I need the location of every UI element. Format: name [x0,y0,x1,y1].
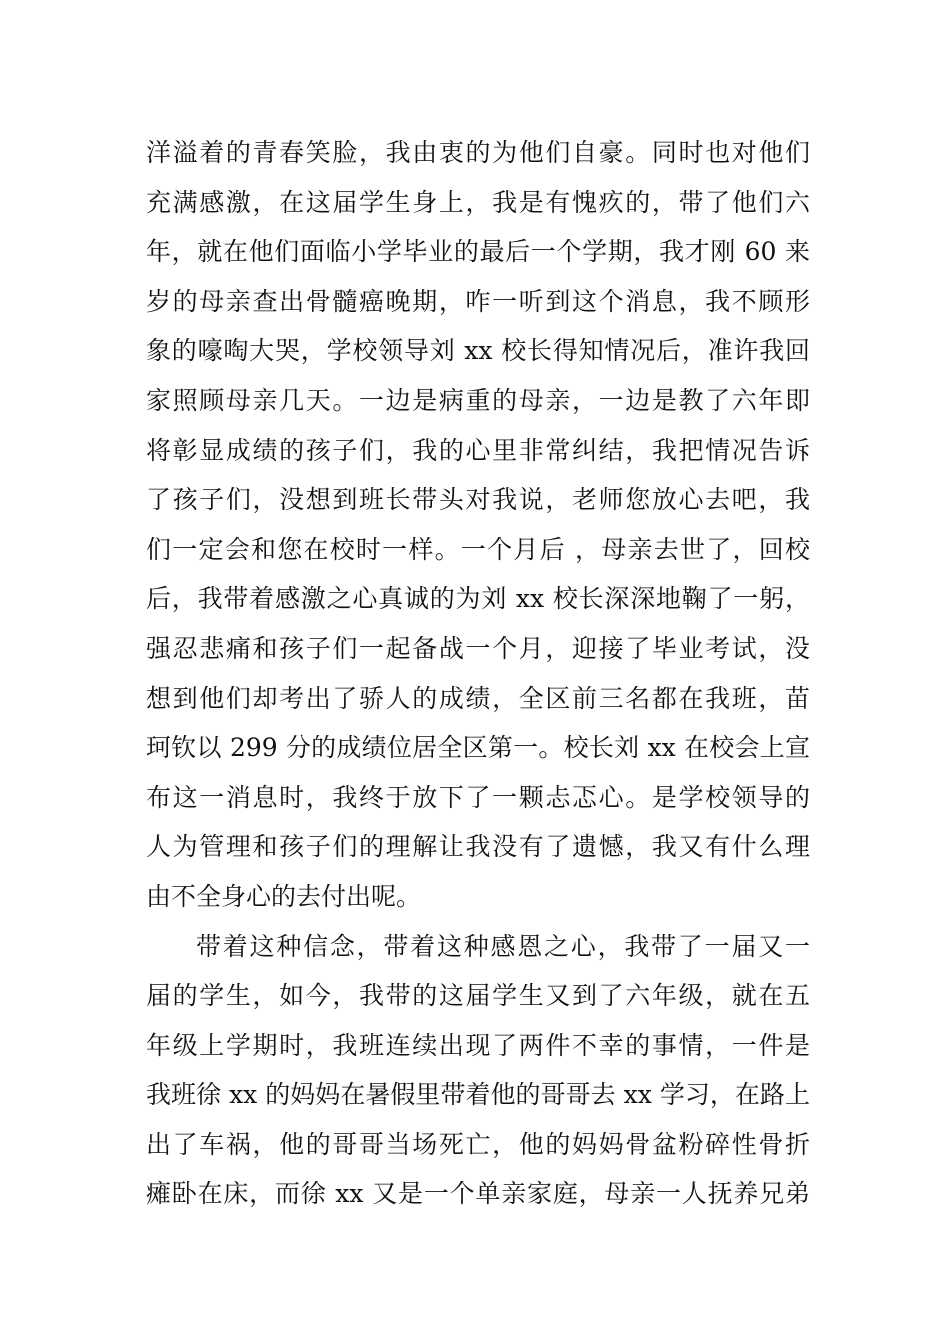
text-line: 布这一消息时，我终于放下了一颗忐忑心。是学校领导的 [146,782,810,812]
text-line: 年级上学期时，我班连续出现了两件不幸的事情，一件是 [146,1030,810,1060]
text-line: 届的学生，如今，我带的这届学生又到了六年级，就在五 [146,981,810,1011]
text-line: 充满感激，在这届学生身上，我是有愧疚的，带了他们六 [146,187,810,217]
text-line: 洋溢着的青春笑脸，我由衷的为他们自豪。同时也对他们 [146,138,810,167]
text-line: 瘫卧在床，而徐 xx 又是一个单亲家庭，母亲一人抚养兄弟 [146,1179,810,1209]
text-line: 我班徐 xx 的妈妈在暑假里带着他的哥哥去 xx 学习，在路上 [146,1080,810,1110]
text-line: 将彰显成绩的孩子们，我的心里非常纠结，我把情况告诉 [146,435,810,465]
text-line: 年，就在他们面临小学毕业的最后一个学期，我才刚 60 来 [146,237,810,267]
text-line: 岁的母亲查出骨髓癌晚期，咋一听到这个消息，我不顾形 [146,286,810,316]
body-text [146,128,810,1219]
text-line: 由不全身心的去付出呢。 [146,881,422,911]
text-line: 了孩子们，没想到班长带头对我说，老师您放心去吧，我 [146,485,810,515]
text-line: 强忍悲痛和孩子们一起备战一个月，迎接了毕业考试，没 [146,633,810,663]
text-line: 后，我带着感激之心真诚的为刘 xx 校长深深地鞠了一躬， [146,584,810,614]
text-line: 珂钦以 299 分的成绩位居全区第一。校长刘 xx 在校会上宣 [146,733,810,763]
paragraph-2 [146,922,810,1220]
text-line: 出了车祸，他的哥哥当场死亡，他的妈妈骨盆粉碎性骨折 [146,1129,810,1159]
text-line: 带着这种信念，带着这种感恩之心，我带了一届又一 [196,931,810,961]
text-line: 们一定会和您在校时一样。一个月后 ，母亲去世了，回校 [146,534,810,564]
text-line: 家照顾母亲几天。一边是病重的母亲，一边是教了六年即 [146,385,810,415]
paragraph-1 [146,128,810,922]
text-line: 人为管理和孩子们的理解让我没有了遗憾，我又有什么理 [146,832,810,862]
text-line: 象的嚎啕大哭，学校领导刘 xx 校长得知情况后，准许我回 [146,336,810,366]
text-line: 想到他们却考出了骄人的成绩，全区前三名都在我班，苗 [146,683,810,713]
